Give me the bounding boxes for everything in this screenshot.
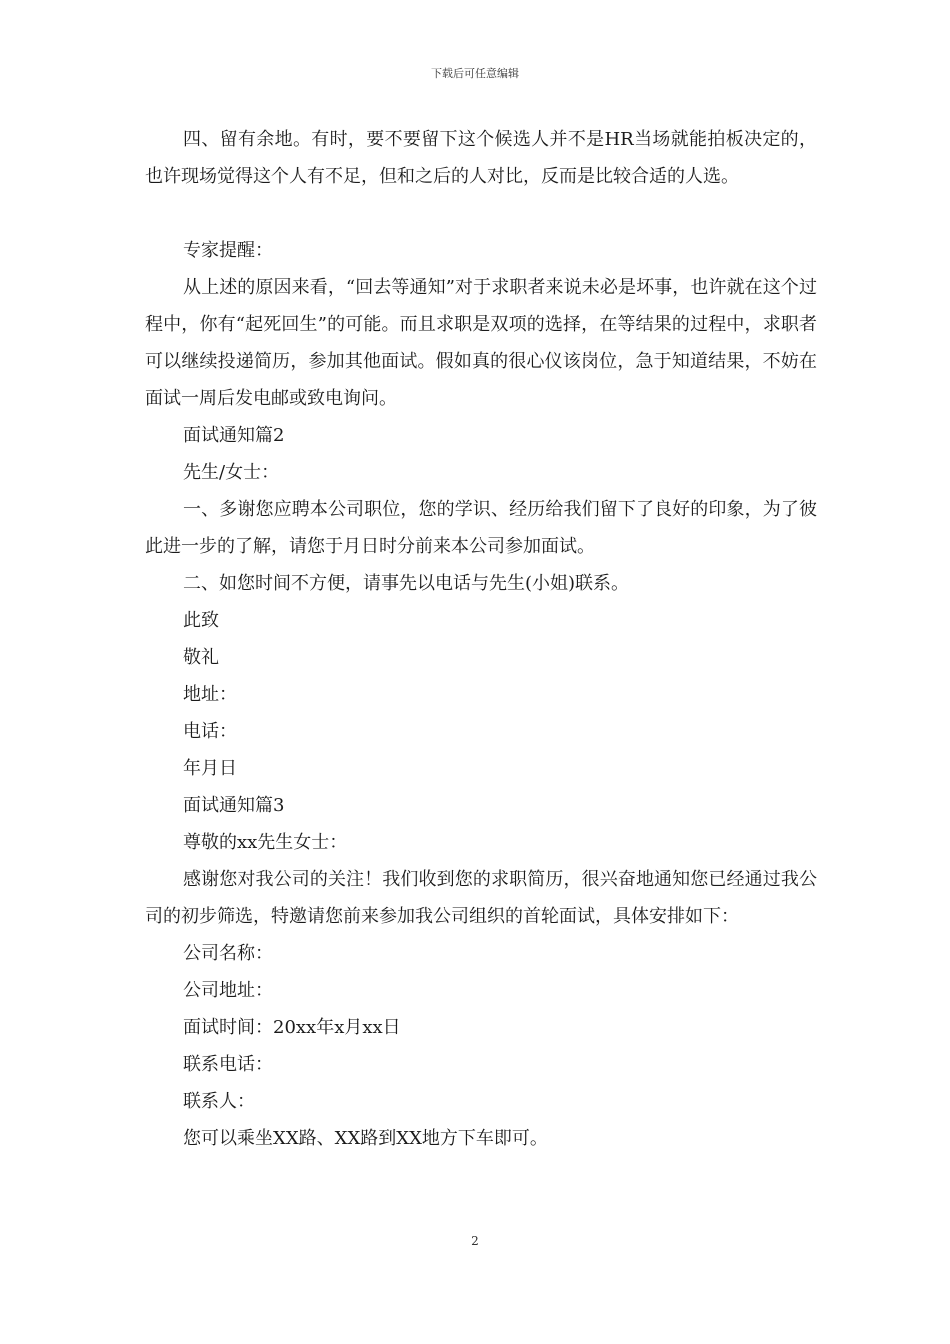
paragraph-expert-tip-body: 从上述的原因来看，“回去等通知”对于求职者来说未必是坏事，也许就在这个过程中，你有“起死回生”的可能。而且求职是双项的选择，在等结果的过程中，求职者可以继续投递简历，参加其他面试。假如真的很心仪该岗位，急于知道结果，不妨在面试一周后发电邮或致电询问。 <box>145 277 817 409</box>
paragraph-directions: 您可以乘坐XX路、XX路到XX地方下车即可。 <box>183 1128 548 1149</box>
field-contact-phone: 联系电话： <box>183 1054 273 1075</box>
paragraph-expert-tip-heading: 专家提醒： <box>183 240 273 261</box>
salutation-sir-madam: 先生/女士： <box>183 462 280 483</box>
document-body <box>145 121 817 1157</box>
paragraph-leave-room: 四、留有余地。有时，要不要留下这个候选人并不是HR当场就能拍板决定的，也许现场觉得这个人有不足，但和之后的人对比，反而是比较合适的人选。 <box>145 129 817 187</box>
field-company-address: 公司地址： <box>183 980 273 1001</box>
field-address: 地址： <box>183 684 237 705</box>
section-title-notice-2: 面试通知篇2 <box>183 425 285 446</box>
closing-jingli: 敬礼 <box>183 647 219 668</box>
paragraph-item-two: 二、如您时间不方便，请事先以电话与先生(小姐)联系。 <box>183 573 630 594</box>
paragraph-invitation: 感谢您对我公司的关注！我们收到您的求职简历，很兴奋地通知您已经通过我公司的初步筛选，特邀请您前来参加我公司组织的首轮面试，具体安排如下： <box>145 869 817 927</box>
salutation-respected: 尊敬的xx先生女士： <box>183 832 348 853</box>
page-header-note: 下载后可任意编辑 <box>431 67 519 80</box>
paragraph-item-one: 一、多谢您应聘本公司职位，您的学识、经历给我们留下了良好的印象，为了彼此进一步的了解，请您于月日时分前来本公司参加面试。 <box>145 499 817 557</box>
section-title-notice-3: 面试通知篇3 <box>183 795 285 816</box>
field-company-name: 公司名称： <box>183 943 273 964</box>
paragraph-spacer <box>145 195 817 232</box>
page-number: 2 <box>471 1234 479 1248</box>
field-date: 年月日 <box>183 758 237 779</box>
field-phone: 电话： <box>183 721 237 742</box>
closing-cizhi: 此致 <box>183 610 219 631</box>
field-interview-time: 面试时间：20xx年x月xx日 <box>183 1017 401 1038</box>
field-contact-person: 联系人： <box>183 1091 255 1112</box>
